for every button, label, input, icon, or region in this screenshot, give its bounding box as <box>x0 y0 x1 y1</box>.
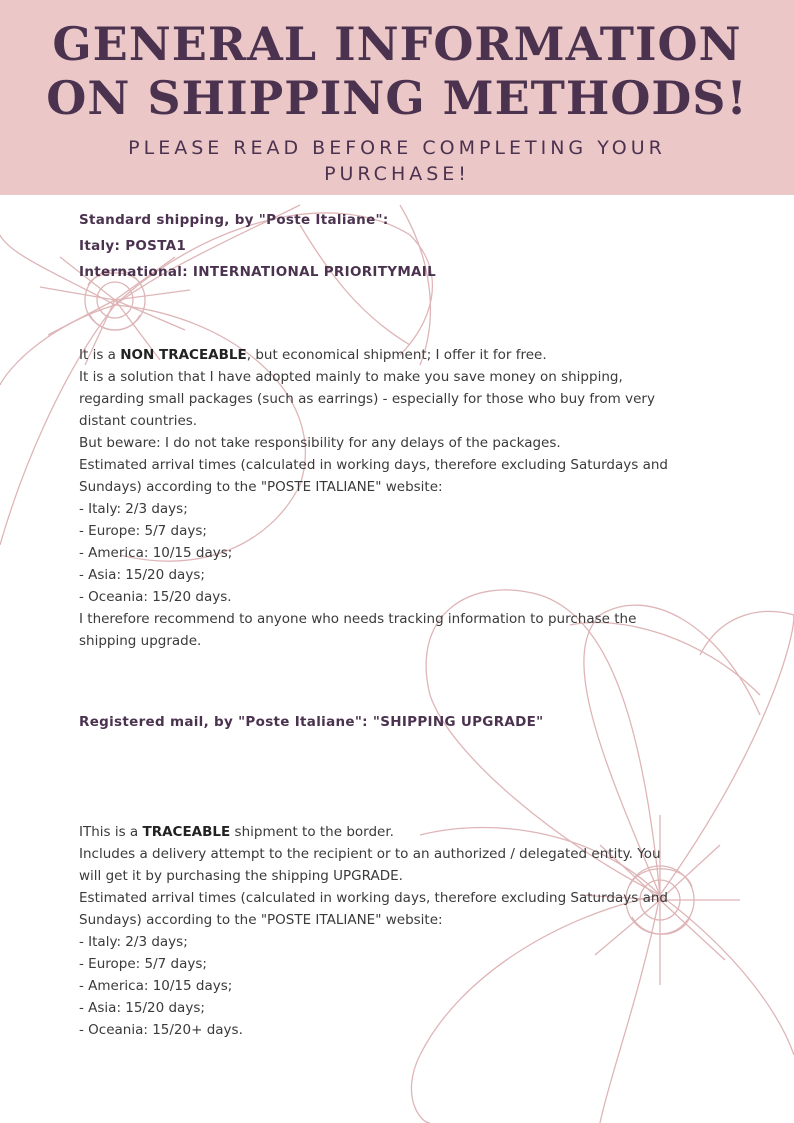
standard-line: Estimated arrival times (calculated in working days, therefore excluding Saturdays and <box>79 457 668 473</box>
standard-line: distant countries. <box>79 413 198 429</box>
registered-intro-line: IThis is a TRACEABLE shipment to the border. <box>79 824 394 840</box>
international-method-heading: International: INTERNATIONAL PRIORITYMAIL <box>79 264 437 280</box>
standard-line: Sundays) according to the "POSTE ITALIANE" website: <box>79 479 443 495</box>
standard-line: shipping upgrade. <box>79 633 202 649</box>
registered-list-item: - Asia: 15/20 days; <box>79 1000 205 1016</box>
standard-list-item: - Italy: 2/3 days; <box>79 501 188 517</box>
traceable-label: TRACEABLE <box>142 824 231 840</box>
standard-list-item: - Oceania: 15/20 days. <box>79 589 232 605</box>
standard-line: It is a solution that I have adopted mainly to make you save money on shipping, <box>79 369 623 385</box>
page-title-line-1: GENERAL INFORMATION <box>52 17 742 71</box>
subtitle-line-1: PLEASE READ BEFORE COMPLETING YOUR <box>128 137 666 159</box>
header-banner <box>0 0 794 195</box>
standard-line: regarding small packages (such as earrings) - especially for those who buy from very <box>79 391 655 407</box>
registered-list-item: - Oceania: 15/20+ days. <box>79 1022 243 1038</box>
subtitle-line-2: PURCHASE! <box>324 163 470 185</box>
standard-list-item: - America: 10/15 days; <box>79 545 233 561</box>
registered-line: Sundays) according to the "POSTE ITALIANE" website: <box>79 912 443 928</box>
page-title-line-2: ON SHIPPING METHODS! <box>46 71 748 125</box>
registered-line: will get it by purchasing the shipping UPGRADE. <box>79 868 403 884</box>
standard-line: I therefore recommend to anyone who needs tracking information to purchase the <box>79 611 637 627</box>
italy-method-heading: Italy: POSTA1 <box>79 238 187 254</box>
standard-list-item: - Asia: 15/20 days; <box>79 567 205 583</box>
standard-line: But beware: I do not take responsibility for any delays of the packages. <box>79 435 561 451</box>
registered-mail-heading: Registered mail, by "Poste Italiane": "SHIPPING UPGRADE" <box>79 714 544 730</box>
registered-list-item: - Italy: 2/3 days; <box>79 934 188 950</box>
non-traceable-label: NON TRACEABLE <box>120 347 247 363</box>
standard-shipping-heading: Standard shipping, by "Poste Italiane": <box>79 212 389 228</box>
registered-line: Includes a delivery attempt to the recipient or to an authorized / delegated entity. You <box>79 846 661 862</box>
standard-list-item: - Europe: 5/7 days; <box>79 523 207 539</box>
registered-line: Estimated arrival times (calculated in working days, therefore excluding Saturdays and <box>79 890 668 906</box>
registered-list-item: - Europe: 5/7 days; <box>79 956 207 972</box>
standard-intro-line: It is a NON TRACEABLE, but economical shipment; I offer it for free. <box>79 347 547 363</box>
registered-list-item: - America: 10/15 days; <box>79 978 233 994</box>
